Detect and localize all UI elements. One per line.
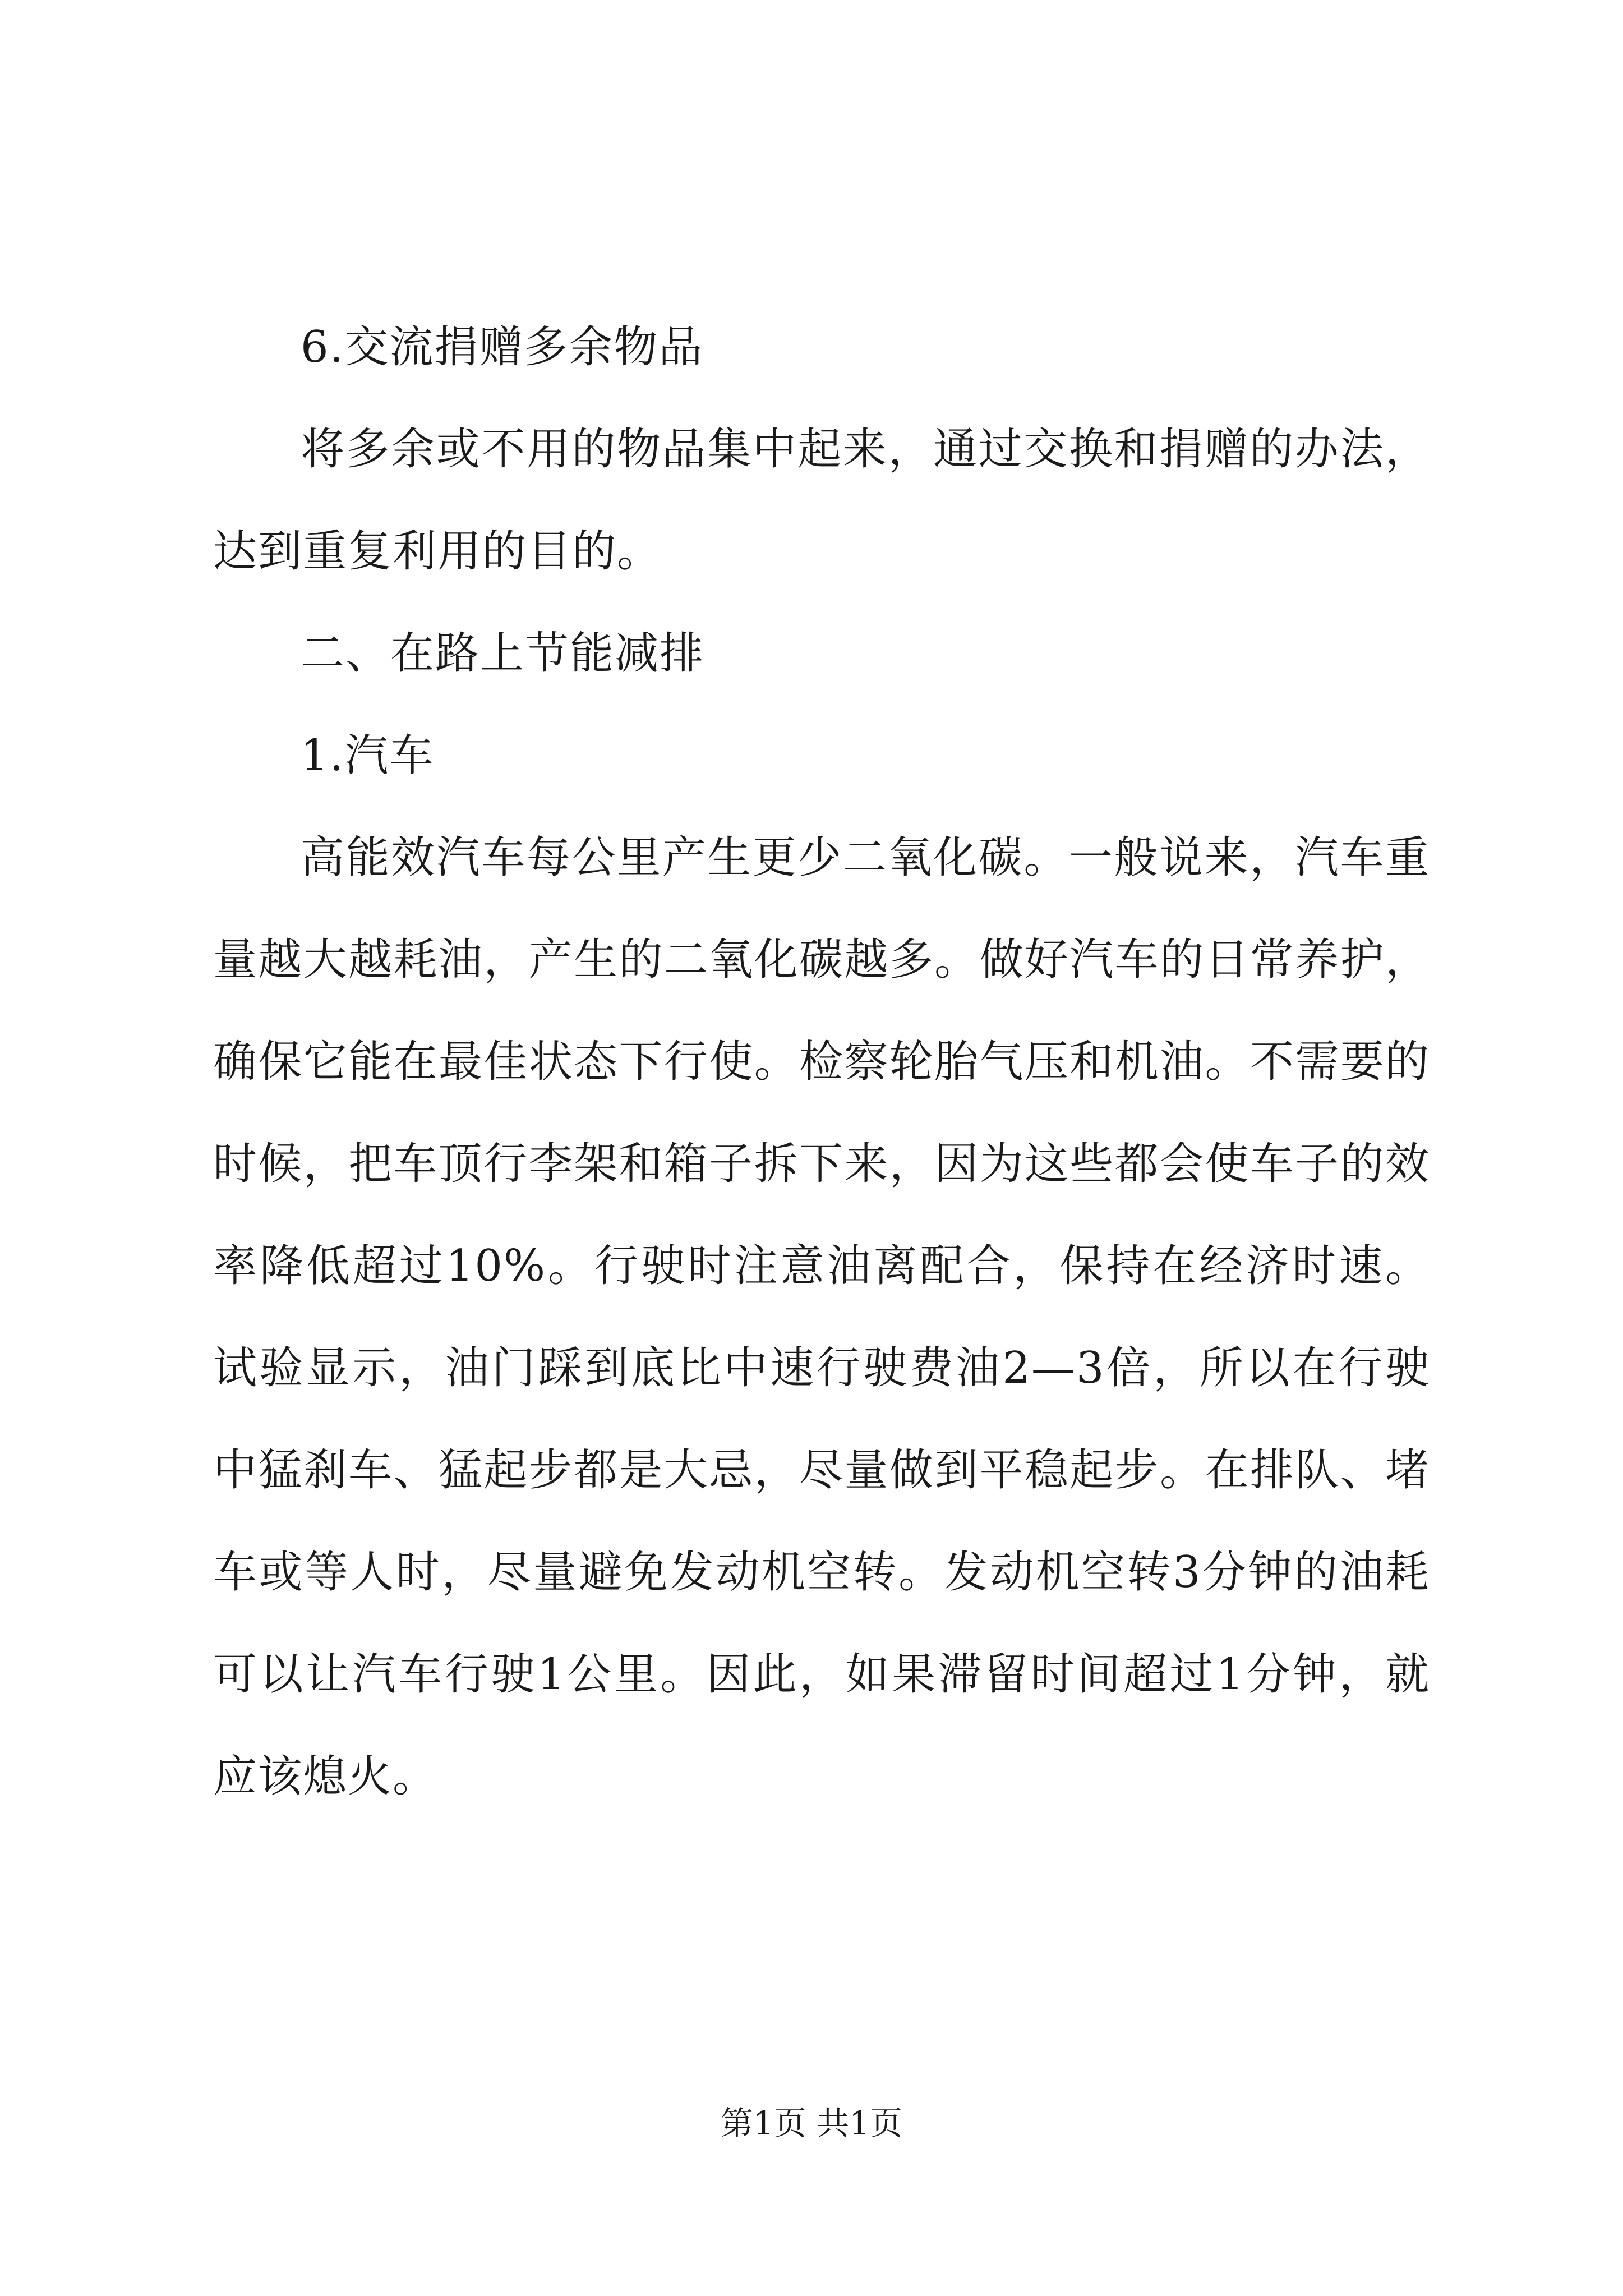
section-heading-on-road: 二、在路上节能减排	[301, 628, 705, 679]
section-heading-donate: 6.交流捐赠多余物品	[301, 322, 704, 372]
document-body	[213, 296, 1430, 1828]
page-footer: 第1页 共1页	[720, 2104, 903, 2142]
paragraph-car: 高能效汽车每公里产生更少二氧化碳。一般说来，汽车重量越大越耗油，产生的二氧化碳越多。做好汽车的日常养护，确保它能在最佳状态下行使。检察轮胎气压和机油。不需要的时候，把车顶行李架和箱子拆下来，因为这些都会使车子的效率降低超过10%。行驶时注意油离配合，保持在经济时速。试验显示，油门踩到底比中速行驶费油2—3倍，所以在行驶中猛刹车、猛起步都是大忌，尽量做到平稳起步。在排队、堵车或等人时，尽量避免发动机空转。发动机空转3分钟的油耗可以让汽车行驶1公里。因此，如果滞留时间超过1分钟，就应该熄火。	[213, 832, 1430, 1802]
paragraph-donate: 将多余或不用的物品集中起来，通过交换和捐赠的办法，达到重复利用的目的。	[213, 424, 1430, 577]
subsection-heading-car: 1.汽车	[301, 730, 435, 781]
